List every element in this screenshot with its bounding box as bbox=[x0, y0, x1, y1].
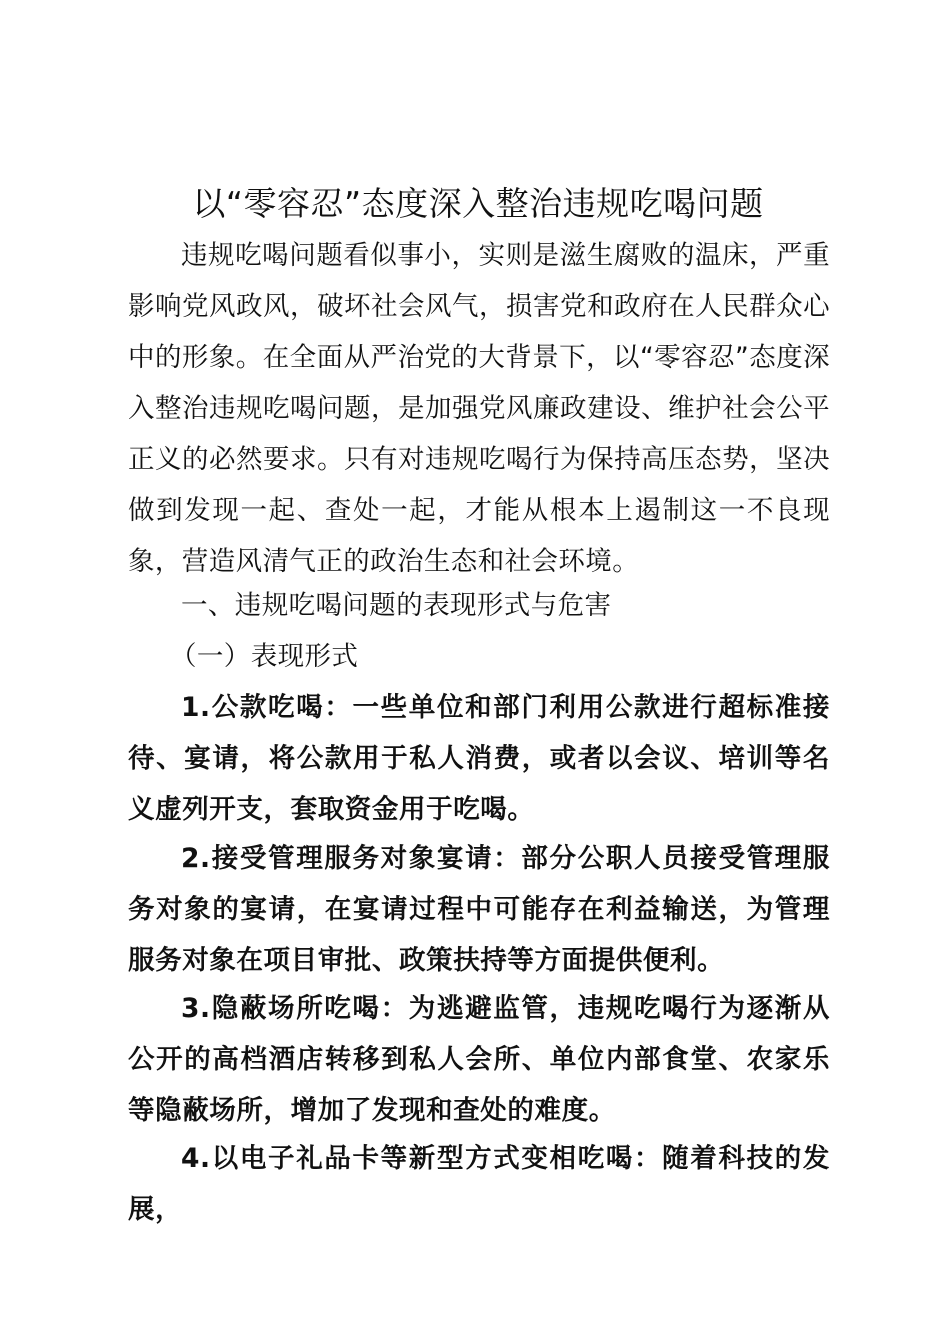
subsection-heading: （一）表现形式 bbox=[170, 641, 359, 672]
list-item-1: 1.公款吃喝：一些单位和部门利用公款进行超标准接待、宴请，将公款用于私人消费，或者以会议、培训等名义虚列开支，套取资金用于吃喝。 bbox=[128, 692, 830, 825]
section-heading: 一、违规吃喝问题的表现形式与危害 bbox=[181, 590, 612, 621]
list-item-2: 2.接受管理服务对象宴请：部分公职人员接受管理服务对象的宴请，在宴请过程中可能存在利益输送，为管理服务对象在项目审批、政策扶持等方面提供便利。 bbox=[128, 843, 830, 976]
document-title: 以“零容忍”态度深入整治违规吃喝问题 bbox=[192, 184, 764, 223]
list-item-4: 4.以电子礼品卡等新型方式变相吃喝：随着科技的发展， bbox=[128, 1143, 830, 1225]
list-item-3: 3.隐蔽场所吃喝：为逃避监管，违规吃喝行为逐渐从公开的高档酒店转移到私人会所、单位内部食堂、农家乐等隐蔽场所，增加了发现和查处的难度。 bbox=[128, 993, 830, 1126]
intro-paragraph: 违规吃喝问题看似事小，实则是滋生腐败的温床，严重影响党风政风，破坏社会风气，损害党和政府在人民群众心中的形象。在全面从严治党的大背景下，以“零容忍”态度深入整治违规吃喝问题，是加强党风廉政建设、维护社会公平正义的必然要求。只有对违规吃喝行为保持高压态势，坚决做到发现一起、查处一起，才能从根本上遏制这一不良现象，营造风清气正的政治生态和社会环境。 bbox=[128, 240, 830, 577]
